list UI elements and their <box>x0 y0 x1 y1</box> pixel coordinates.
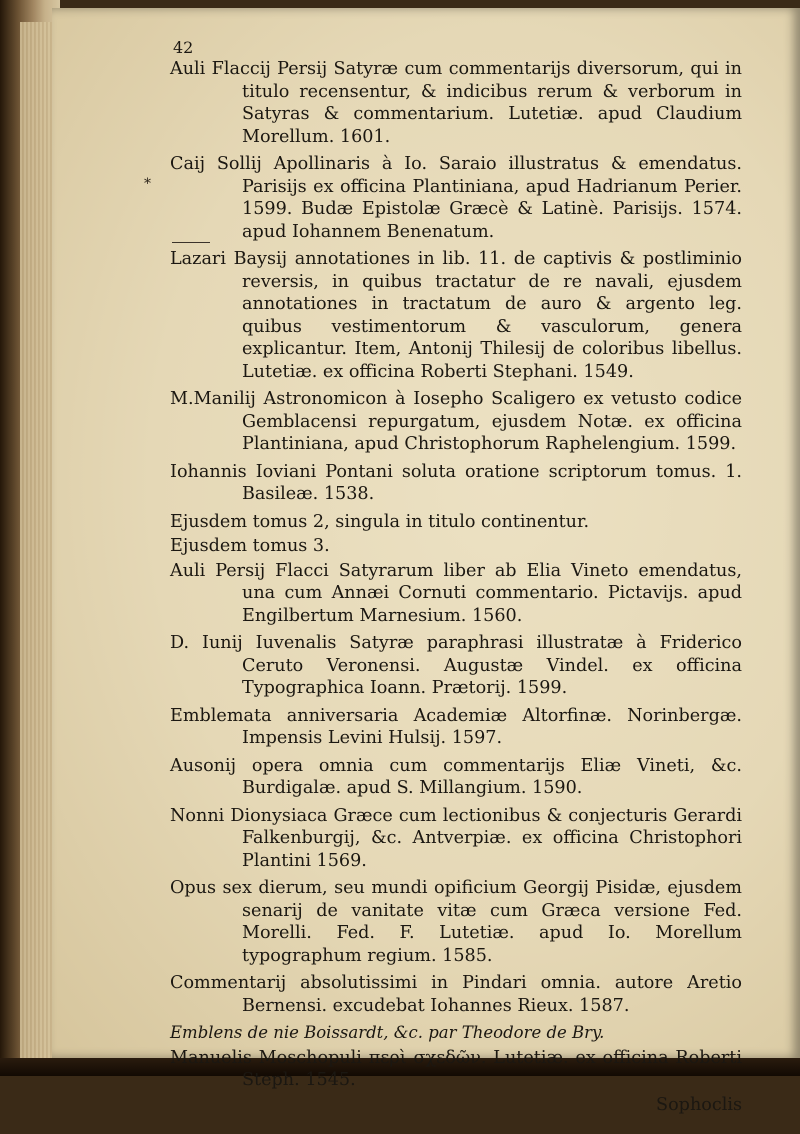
catalog-entry: Ejusdem tomus 3. <box>170 536 330 556</box>
catalog-entry: Ausonij opera omnia cum commentarijs Eliæ Vineti, &c. Burdigalæ. apud S. Millangium. 1590. <box>170 755 742 798</box>
catalog-entry: Emblemata anniversaria Academiæ Altorfinæ. Norinbergæ. Impensis Levini Hulsij. 1597. <box>170 705 742 748</box>
catchword: Sophoclis <box>656 1094 742 1115</box>
marginal-mark: * <box>144 176 151 192</box>
catalog-entry: Lazari Baysij annotationes in lib. 11. de captivis & postliminio reversis, in quibus tractatur de re navali, ejusdem annotationes in tractatum de auro & argento leg. quibus vestimentorum & vasculorum, genera explicantur. Item, Antonij Thilesij de coloribus libellus. Lutetiæ. ex officina Roberti Stephani. 1549. <box>170 249 742 382</box>
catalog-entry: Opus sex dierum, seu mundi opificium Georgij Pisidæ, ejusdem senarij de vanitate vitæ cum Græca versione Fed. Morelli. Fed. F. Lutetiæ. apud Io. Morellum typographum regium. 1585. <box>170 878 742 966</box>
catalog-entry: Iohannis Ioviani Pontani soluta oratione scriptorum tomus. 1. Basileæ. 1538. <box>170 461 742 504</box>
page-number: 42 <box>173 38 194 57</box>
catalog-entry: Auli Flaccij Persij Satyræ cum commentarijs diversorum, qui in titulo recensentur, & indicibus rerum & verborum in Satyras & commentarium. Lutetiæ. apud Claudium Morellum. 1601. <box>170 59 742 147</box>
catalog-entry: M.Manilij Astronomicon à Iosepho Scaligero ex vetusto codice Gemblacensi repurgatum, ejusdem Notæ. ex officina Plantiniana, apud Christophorum Raphelengium. 1599. <box>170 389 742 454</box>
catalog-entry: Manuelis Moschopuli περὶ σχεδῶν. Lutetiæ. ex officina Roberti Steph. 1545. <box>170 1047 742 1090</box>
catalog-entry: Ejusdem tomus 2, singula in titulo continentur. <box>170 511 590 532</box>
catalog-entry: Auli Persij Flacci Satyrarum liber ab Elia Vineto emendatus, una cum Annæi Cornuti commentario. Pictavijs. apud Engilbertum Marnesium. 1560. <box>170 560 742 626</box>
catalog-entry: Commentarij absolutissimi in Pindari omnia. autore Aretio Bernensi. excudebat Iohannes Rieux. 1587. <box>170 973 742 1016</box>
catalog-entry-italic: Emblens de nie Boissardt, &c. par Theodore de Bry. <box>170 1023 605 1042</box>
catalog-entry: Caij Sollij Apollinaris à Io. Saraio illustratus & emendatus. Parisijs ex officina Plantiniana, apud Hadrianum Perier. 1599. Budæ Epistolæ Græcè & Latinè. Parisijs. 1574. apud Iohannem Benenatum. <box>170 154 742 242</box>
catalog-entry: D. Iunij Iuvenalis Satyræ paraphrasi illustratæ à Friderico Ceruto Veronensi. Augustæ Vindel. ex officina Typographica Ioann. Prætorij. 1599. <box>170 633 742 698</box>
catalog-entry: Nonni Dionysiaca Græce cum lectionibus & conjecturis Gerardi Falkenburgij, &c. Antverpiæ. ex officina Christophori Plantini 1569. <box>170 805 742 871</box>
catalog-text <box>170 44 742 1134</box>
